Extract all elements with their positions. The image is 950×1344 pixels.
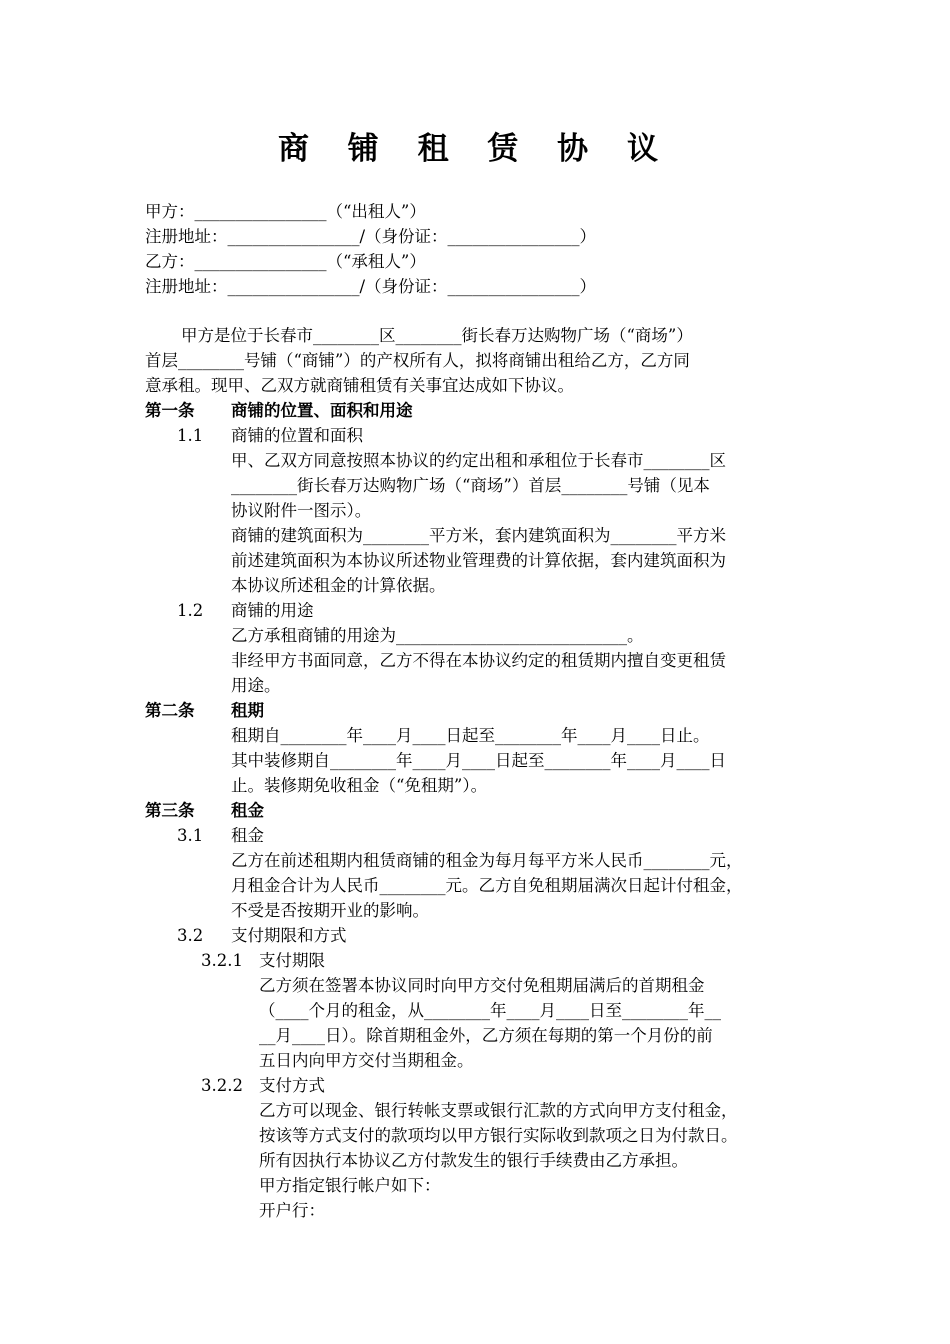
section-number: 1.1: [177, 426, 204, 445]
article-title: 商铺的位置、面积和用途: [231, 401, 413, 420]
section-1-1-line: 本协议所述租金的计算依据。: [231, 576, 446, 595]
article-number: 第二条: [145, 701, 195, 720]
subsection-number: 3.2.1: [201, 951, 243, 970]
section-1-1-line: 甲、乙双方同意按照本协议的约定出租和承租位于长春市________区: [231, 451, 726, 470]
subsection-3-2-2-line: 开户行：: [259, 1201, 325, 1220]
party-b-line: 乙方：________________（“承租人”）: [145, 252, 426, 271]
preamble-line: 甲方是位于长春市________区________街长春万达购物广场（“商场”）: [181, 326, 693, 345]
article-title: 租金: [231, 801, 264, 820]
section-number: 3.2: [177, 926, 204, 945]
party-b-address-line: 注册地址：________________/（身份证：________________）: [145, 277, 597, 296]
article-title: 租期: [231, 701, 264, 720]
preamble-line: 首层________号铺（“商铺”）的产权所有人，拟将商铺出租给乙方，乙方同: [145, 351, 690, 370]
subsection-3-2-2-line: 按该等方式支付的款项均以甲方银行实际收到款项之日为付款日。: [259, 1126, 738, 1145]
section-3-1-line: 乙方在前述租期内租赁商铺的租金为每月每平方米人民币________元，: [231, 851, 743, 870]
section-1-2-line: 乙方承租商铺的用途为____________________________。: [231, 626, 644, 645]
section-title: 租金: [231, 826, 264, 845]
subsection-title: 支付期限: [259, 951, 325, 970]
document-title: 商 铺 租 赁 协 议: [278, 131, 672, 167]
party-a-address-line: 注册地址：________________/（身份证：________________）: [145, 227, 597, 246]
parties-block: [145, 199, 815, 299]
section-1-2-line: 非经甲方书面同意，乙方不得在本协议约定的租赁期内擅自变更租赁: [231, 651, 726, 670]
article-number: 第三条: [145, 801, 195, 820]
article-2-line: 其中装修期自________年____月____日起至________年____月____日: [231, 751, 726, 770]
section-3-1-line: 月租金合计为人民币________元。乙方自免租期届满次日起计付租金，: [231, 876, 743, 895]
section-number: 1.2: [177, 601, 204, 620]
article-2-heading: [145, 698, 815, 723]
subsection-3-2-1-line: （____个月的租金，从________年____月____日至________年__: [259, 1001, 721, 1020]
subsection-3-2-2-line: 乙方可以现金、银行转帐支票或银行汇款的方式向甲方支付租金，: [259, 1101, 738, 1120]
subsection-3-2-1-line: __月____日）。除首期租金外，乙方须在每期的第一个月份的前: [259, 1026, 713, 1045]
subsection-3-2-2-line: 所有因执行本协议乙方付款发生的银行手续费由乙方承担。: [259, 1151, 688, 1170]
section-3-1-line: 不受是否按期开业的影响。: [231, 901, 429, 920]
subsection-title: 支付方式: [259, 1076, 325, 1095]
party-a-line: 甲方：________________（“出租人”）: [145, 202, 426, 221]
preamble-line: 意承租。现甲、乙双方就商铺租赁有关事宜达成如下协议。: [145, 376, 574, 395]
section-1-1-line: 商铺的建筑面积为________平方米，套内建筑面积为________平方米: [231, 526, 726, 545]
subsection-3-2-1-line: 乙方须在签署本协议同时向甲方交付免租期届满后的首期租金: [259, 976, 705, 995]
section-number: 3.1: [177, 826, 204, 845]
section-1-1-line: 协议附件一图示）。: [231, 501, 372, 520]
section-1-1-heading: [145, 423, 815, 448]
article-3-heading: [145, 798, 815, 823]
article-2-line: 租期自________年____月____日起至________年____月____日止。: [231, 726, 710, 745]
section-title: 支付期限和方式: [231, 926, 347, 945]
subsection-3-2-2-heading: [145, 1073, 815, 1098]
section-1-1-line: 前述建筑面积为本协议所述物业管理费的计算依据，套内建筑面积为: [231, 551, 726, 570]
section-1-1-line: ________街长春万达购物广场（“商场”）首层________号铺（见本: [231, 476, 710, 495]
preamble: [145, 323, 815, 398]
section-title: 商铺的用途: [231, 601, 314, 620]
section-1-2-heading: [145, 598, 815, 623]
section-3-2-heading: [145, 923, 815, 948]
section-3-1-heading: [145, 823, 815, 848]
subsection-number: 3.2.2: [201, 1076, 243, 1095]
subsection-3-2-1-line: 五日内向甲方交付当期租金。: [259, 1051, 474, 1070]
article-1-heading: [145, 398, 815, 423]
subsection-3-2-1-heading: [145, 948, 815, 973]
section-1-2-line: 用途。: [231, 676, 281, 695]
subsection-3-2-2-line: 甲方指定银行帐户如下：: [259, 1176, 441, 1195]
article-2-line: 止。装修期免收租金（“免租期”）。: [231, 776, 488, 795]
section-title: 商铺的位置和面积: [231, 426, 363, 445]
article-number: 第一条: [145, 401, 195, 420]
document-body: [145, 199, 815, 1223]
